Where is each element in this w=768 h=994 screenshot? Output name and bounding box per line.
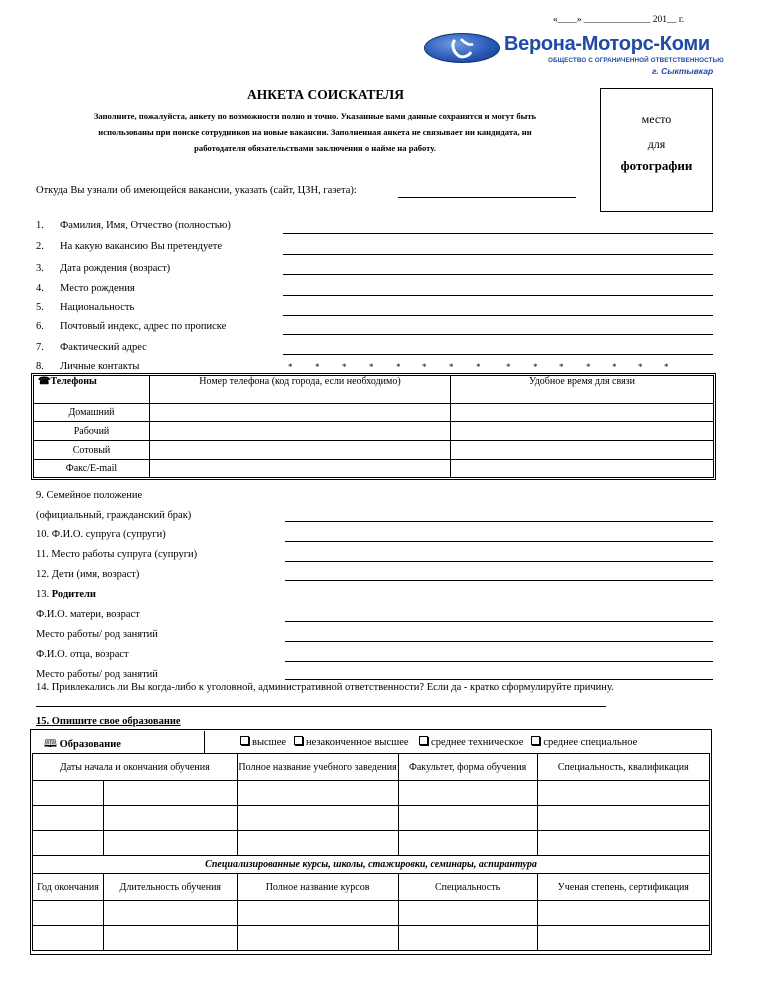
edu-cell[interactable] xyxy=(104,781,238,806)
edu-cell[interactable] xyxy=(237,806,398,831)
checkbox-icon xyxy=(240,736,249,745)
q10-spouse-name: 10. Ф.И.О. супруга (супруги) xyxy=(36,529,166,540)
actual-address-line[interactable] xyxy=(283,354,713,355)
course-col-specialty: Специальность xyxy=(398,874,537,901)
page-title: АНКЕТА СОИСКАТЕЛЯ xyxy=(247,87,404,102)
course-cell[interactable] xyxy=(33,926,104,951)
course-cell[interactable] xyxy=(104,901,238,926)
edu-cell[interactable] xyxy=(537,831,709,856)
option-specialized[interactable]: среднее специальное xyxy=(531,737,637,748)
date-line: «____» ______________ 201__ г. xyxy=(553,15,685,25)
education-options xyxy=(240,736,637,748)
father-name-line[interactable] xyxy=(285,661,713,662)
logo-emblem-icon xyxy=(424,33,500,63)
phone-time-cell[interactable] xyxy=(451,404,714,422)
intro-line-2: использованы при поиске сотрудников на новые вакансии. Заполненная анкета не связывает ни кандидата, ни xyxy=(98,127,532,137)
edu-cell[interactable] xyxy=(537,806,709,831)
father-name: Ф.И.О. отца, возраст xyxy=(36,649,129,660)
phones-col-number: Номер телефона (код города, если необходимо) xyxy=(150,376,451,404)
course-cell[interactable] xyxy=(398,926,537,951)
courses-title: Специализированные курсы, школы, стажировки, семинары, аспирантура xyxy=(33,856,710,874)
phones-header: ☎Телефоны xyxy=(34,376,150,404)
education-label: 🕮 Образование xyxy=(44,738,121,750)
spouse-name-line[interactable] xyxy=(285,541,713,542)
item-birthplace: 4. Место рождения xyxy=(36,283,135,294)
item-nationality: 5. Национальность xyxy=(36,302,135,313)
option-higher[interactable]: высшее xyxy=(240,737,286,748)
course-col-degree: Ученая степень, сертификация xyxy=(537,874,709,901)
course-cell[interactable] xyxy=(537,926,709,951)
photo-label-3: фотографии xyxy=(620,158,693,173)
edu-cell[interactable] xyxy=(33,806,104,831)
edu-col-dates: Даты начала и окончания обучения xyxy=(33,754,238,781)
phone-icon: ☎ xyxy=(38,376,51,387)
phone-time-cell[interactable] xyxy=(451,422,714,441)
phone-row-label: Домашний xyxy=(34,404,150,422)
edu-cell[interactable] xyxy=(33,831,104,856)
option-technical[interactable]: среднее техническое xyxy=(419,737,523,748)
education-options-row xyxy=(32,731,710,754)
item-personal-contacts: 8. Личные контакты xyxy=(36,361,140,372)
edu-cell[interactable] xyxy=(104,831,238,856)
item-vacancy: 2. На какую вакансию Вы претендуете xyxy=(36,241,223,252)
liability-answer-line[interactable] xyxy=(36,706,606,707)
phone-time-cell[interactable] xyxy=(451,460,714,478)
course-col-duration: Длительность обучения xyxy=(104,874,238,901)
edu-cell[interactable] xyxy=(237,831,398,856)
birthplace-line[interactable] xyxy=(283,295,713,296)
course-cell[interactable] xyxy=(398,901,537,926)
edu-cell[interactable] xyxy=(33,781,104,806)
course-cell[interactable] xyxy=(33,901,104,926)
edu-cell[interactable] xyxy=(398,831,537,856)
source-answer-line[interactable] xyxy=(398,197,576,198)
phones-table xyxy=(33,375,714,478)
q9-marital-sub: (официальный, гражданский брак) xyxy=(36,510,192,521)
logo-subtitle: ОБЩЕСТВО С ОГРАНИЧЕННОЙ ОТВЕТСТВЕННОСТЬЮ xyxy=(548,57,724,64)
q11-spouse-work: 11. Место работы супруга (супруги) xyxy=(36,549,198,560)
course-cell[interactable] xyxy=(237,901,398,926)
edu-col-institution: Полное название учебного заведения xyxy=(237,754,398,781)
phone-time-cell[interactable] xyxy=(451,441,714,460)
father-work-line[interactable] xyxy=(285,679,713,680)
checkbox-icon xyxy=(294,736,303,745)
checkbox-icon xyxy=(531,736,540,745)
phone-number-cell[interactable] xyxy=(150,441,451,460)
q12-children: 12. Дети (имя, возраст) xyxy=(36,569,140,580)
item-full-name: 1. Фамилия, Имя, Отчество (полностью) xyxy=(36,220,231,231)
phone-number-cell[interactable] xyxy=(150,422,451,441)
intro-line-3: работодателя обязательствами заключения о найме на работу. xyxy=(194,143,436,153)
course-cell[interactable] xyxy=(237,926,398,951)
source-question: Откуда Вы узнали об имеющейся вакансии, указать (сайт, ЦЗН, газета): xyxy=(36,185,357,196)
edu-cell[interactable] xyxy=(537,781,709,806)
photo-label-2: для xyxy=(647,137,666,151)
book-icon: 🕮 xyxy=(44,738,57,750)
phone-row-label: Сотовый xyxy=(34,441,150,460)
phone-number-cell[interactable] xyxy=(150,404,451,422)
q13-parents: 13. Родители xyxy=(36,589,96,600)
item-registration-address: 6. Почтовый индекс, адрес по прописке xyxy=(36,321,227,332)
edu-cell[interactable] xyxy=(398,806,537,831)
item-birthdate: 3. Дата рождения (возраст) xyxy=(36,263,171,274)
q14-liability: 14. Привлекались ли Вы когда-либо к уголовной, административной ответственности? Если да - кратко сформулируйте причину. xyxy=(36,682,614,693)
edu-col-specialty: Специальность, квалификация xyxy=(537,754,709,781)
mother-name: Ф.И.О. матери, возраст xyxy=(36,609,140,620)
edu-cell[interactable] xyxy=(398,781,537,806)
logo-city: г. Сыктывкар xyxy=(652,66,714,76)
full-name-line[interactable] xyxy=(283,233,713,234)
phone-number-cell[interactable] xyxy=(150,460,451,478)
course-cell[interactable] xyxy=(537,901,709,926)
nationality-line[interactable] xyxy=(283,315,713,316)
q9-marital-status: 9. Семейное положение xyxy=(36,490,143,501)
phones-col-time: Удобное время для связи xyxy=(451,376,714,404)
logo-name: Верона-Моторс-Коми xyxy=(504,33,710,55)
marital-status-line[interactable] xyxy=(285,521,713,522)
edu-cell[interactable] xyxy=(237,781,398,806)
course-cell[interactable] xyxy=(104,926,238,951)
edu-cell[interactable] xyxy=(104,806,238,831)
intro-line-1: Заполните, пожалуйста, анкету по возможности полно и точно. Указанные вами данные сохранятся и могут быть xyxy=(93,111,537,121)
spouse-work-line[interactable] xyxy=(285,561,713,562)
registration-address-line[interactable] xyxy=(283,334,713,335)
photo-label-1: место xyxy=(641,112,672,126)
phone-row-label: Факс/E-mail xyxy=(34,460,150,478)
options-divider xyxy=(204,731,205,753)
phone-row-label: Рабочий xyxy=(34,422,150,441)
course-col-year: Год окончания xyxy=(33,874,104,901)
children-line[interactable] xyxy=(285,580,713,581)
checkbox-icon xyxy=(419,736,428,745)
mother-work-line[interactable] xyxy=(285,641,713,642)
course-col-name: Полное название курсов xyxy=(237,874,398,901)
mother-name-line[interactable] xyxy=(285,621,713,622)
q15-education-heading: 15. Опишите свое образование xyxy=(36,716,181,727)
photo-placeholder xyxy=(600,88,713,212)
item-actual-address: 7. Фактический адрес xyxy=(36,342,147,353)
education-table xyxy=(32,753,710,951)
edu-col-faculty: Факультет, форма обучения xyxy=(398,754,537,781)
option-incomplete-higher[interactable]: незаконченное высшее xyxy=(294,737,409,748)
vacancy-line[interactable] xyxy=(283,254,713,255)
birthdate-line[interactable] xyxy=(283,274,713,275)
father-work: Место работы/ род занятий xyxy=(36,669,158,680)
mother-work: Место работы/ род занятий xyxy=(36,629,158,640)
